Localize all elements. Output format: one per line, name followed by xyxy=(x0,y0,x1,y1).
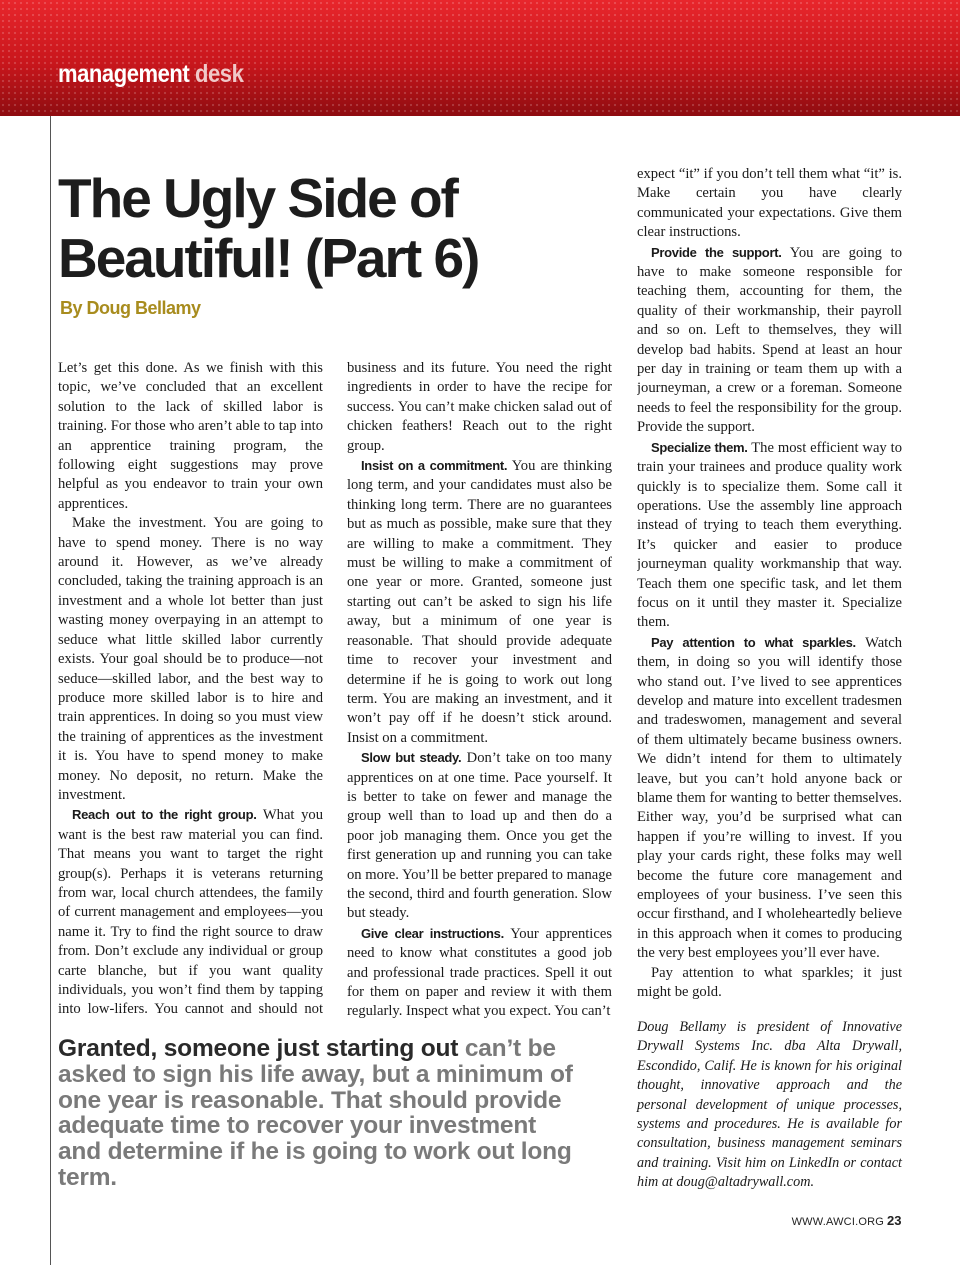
insist-paragraph xyxy=(347,456,612,748)
clear-instructions-continued: expect “it” if you don’t tell them what “it” is. Make certain you have clearly communicated your expectations. Give them clear instructions. xyxy=(637,166,902,241)
author-bio: Doug Bellamy is president of Innovative Drywall Systems Inc. dba Alta Drywall, Escondido, Calif. He is known for his original thought, innovative approach and the personal development of unique processes, systems and procedures. He is available for consultation, business management seminars and training. Visit him on LinkedIn or contact him at doug@altadrywall.com. xyxy=(637,1019,902,1191)
section-title-word2: desk xyxy=(194,60,244,88)
sparkles-lead: Pay attention to what sparkles. xyxy=(651,634,856,650)
insist-lead: Insist on a commitment. xyxy=(361,458,508,474)
pull-quote-lead: Granted, someone just starting out xyxy=(58,1035,459,1062)
specialize-lead: Specialize them. xyxy=(651,439,748,455)
article-column-2 xyxy=(347,359,612,1019)
article-column-1 xyxy=(58,359,323,1019)
insist-body: You are thinking long term, and your candidates must also be thinking long term. There are no guarantees but as much as possible, make sure that they are willing to make a commitment. They must be willing to make a commitment of one year or more. Granted, someone just starting out can’t be asked to sign his life away, but a minimum of one year is reasonable. That should provide adequate time to recover your investment and determine if he is going to work out long term. You are making an investment, and it won’t pay off if he doesn’t stick around. Insist on a commitment. xyxy=(347,458,612,746)
footer-url: WWW.AWCI.ORG xyxy=(791,1216,884,1228)
specialize-paragraph xyxy=(637,438,902,633)
clear-instructions-body: Your apprentices need to know what constitutes a good job and professional trade practices. Spell it out for them on paper and review it with them regularly. Inspect what you expect. You can’t xyxy=(347,925,612,1019)
support-lead: Provide the support. xyxy=(651,244,782,260)
page-number: 23 xyxy=(887,1213,902,1228)
section-title xyxy=(58,60,243,89)
article-title-line1: The Ugly Side of xyxy=(58,167,457,229)
article-title xyxy=(58,168,478,288)
specialize-body: The most efficient way to train your trainees and produce quality work quickly is to specialize them. Some call it operations. Use the assembly line approach instead of trying to teach them everything. It’s quicker and easier to produce journeyman quality workmanship that way. Teach them one specific task, and let them focus on it until they master it. Specialize them. xyxy=(637,439,902,631)
section-banner xyxy=(0,0,960,116)
support-paragraph xyxy=(637,243,902,438)
make-investment-paragraph: Make the investment. You are going to have to spend money. There is no way around it. However, as we’ve already concluded, taking the training approach is an investment and a whole lot better than just wasting money overpaying in an attempt to seduce what little skilled labor currently exists. Your goal should be to produce—not seduce—skilled labor, and the best way to produce more skilled labor is to hire and train apprentices. In doing so you must view the training of apprentices as the investment it is. You have to spend money to make money. No deposit, no return. Make the investment. xyxy=(58,515,323,803)
left-margin-rule xyxy=(50,116,51,1265)
slow-steady-lead: Slow but steady. xyxy=(361,750,462,766)
clear-instructions-lead: Give clear instructions. xyxy=(361,925,504,941)
support-body: You are going to have to make someone responsible for teaching them, accounting for them, the quality of their workmanship, their payroll and so on. Left to themselves, they will develop bad habits. Spend at least an hour per day in training or team them up with a journeyman, a crew or a foreman. Someone needs to feel the responsibility for the group. Provide the support. xyxy=(637,244,902,436)
reach-out-lead: Reach out to the right group. xyxy=(72,807,257,823)
byline: By Doug Bellamy xyxy=(60,298,201,318)
reach-out-body: What you want is the best raw material you can find. That means you want to target the right group(s). Perhaps it is veterans returning from war, local church attendees, the family of current management and employees—you name it. Try to find the right source to draw from. Don’t exclude any individual or group carte blanche, but if you want quality individuals, you won’t find them by tapping into low-lifers. You cannot and should not xyxy=(58,807,323,1018)
slow-steady-body: Don’t take on too many apprentices on at one time. Pace yourself. It is better to take on fewer and manage the group well than to load up and then do a poor job managing them. Once you get the first generation up and running you can take on more. You’ll be better prepared to manage the second, third and fourth generation. Slow but steady. xyxy=(347,750,612,922)
reach-out-paragraph xyxy=(58,805,323,1019)
sparkles-paragraph xyxy=(637,633,902,964)
article-column-3 xyxy=(637,165,902,1003)
closing-paragraph: Pay attention to what sparkles; it just might be gold. xyxy=(637,964,902,1001)
article-title-line2: Beautiful! (Part 6) xyxy=(58,227,479,289)
section-title-word1: management xyxy=(58,60,190,88)
sparkles-body: Watch them, in doing so you will identify those who stand out. I’ve lived to see apprentices develop and mature into excellent tradesmen and tradeswomen, management and several of them ultimately became business owners. We didn’t intend for them to ultimately leave, but you can’t hold anyone back or blame them for wanting to better themselves. Either way, you’d be surprised what can happen if you’re willing to invest. If you play your cards right, these folks may well become the future core management and employees of your business. I’ve seen this occur firsthand, and I wholeheartedly believe in this approach when it comes to producing the very best employees you’ll ever have. xyxy=(637,634,902,962)
pull-quote xyxy=(58,1036,578,1191)
clear-instructions-paragraph xyxy=(347,924,612,1019)
intro-paragraph: Let’s get this done. As we finish with this topic, we’ve concluded that an excellent solution to the lack of skilled labor is training. For those who aren’t able to tap into an apprentice training program, the following eight suggestions may prove helpful as you endeavor to train your own apprentices. xyxy=(58,360,323,512)
slow-steady-paragraph xyxy=(347,748,612,924)
pull-quote-body: can’t be asked to sign his life away, but a minimum of one year is reasonable. That should provide adequate time to recover your investment and determine if he is going to work out long term. xyxy=(58,1035,573,1191)
reach-out-continued: business and its future. You need the right ingredients in order to have the recipe for success. You can’t make chicken salad out of chicken feathers! Reach out to the right group. xyxy=(347,360,612,454)
